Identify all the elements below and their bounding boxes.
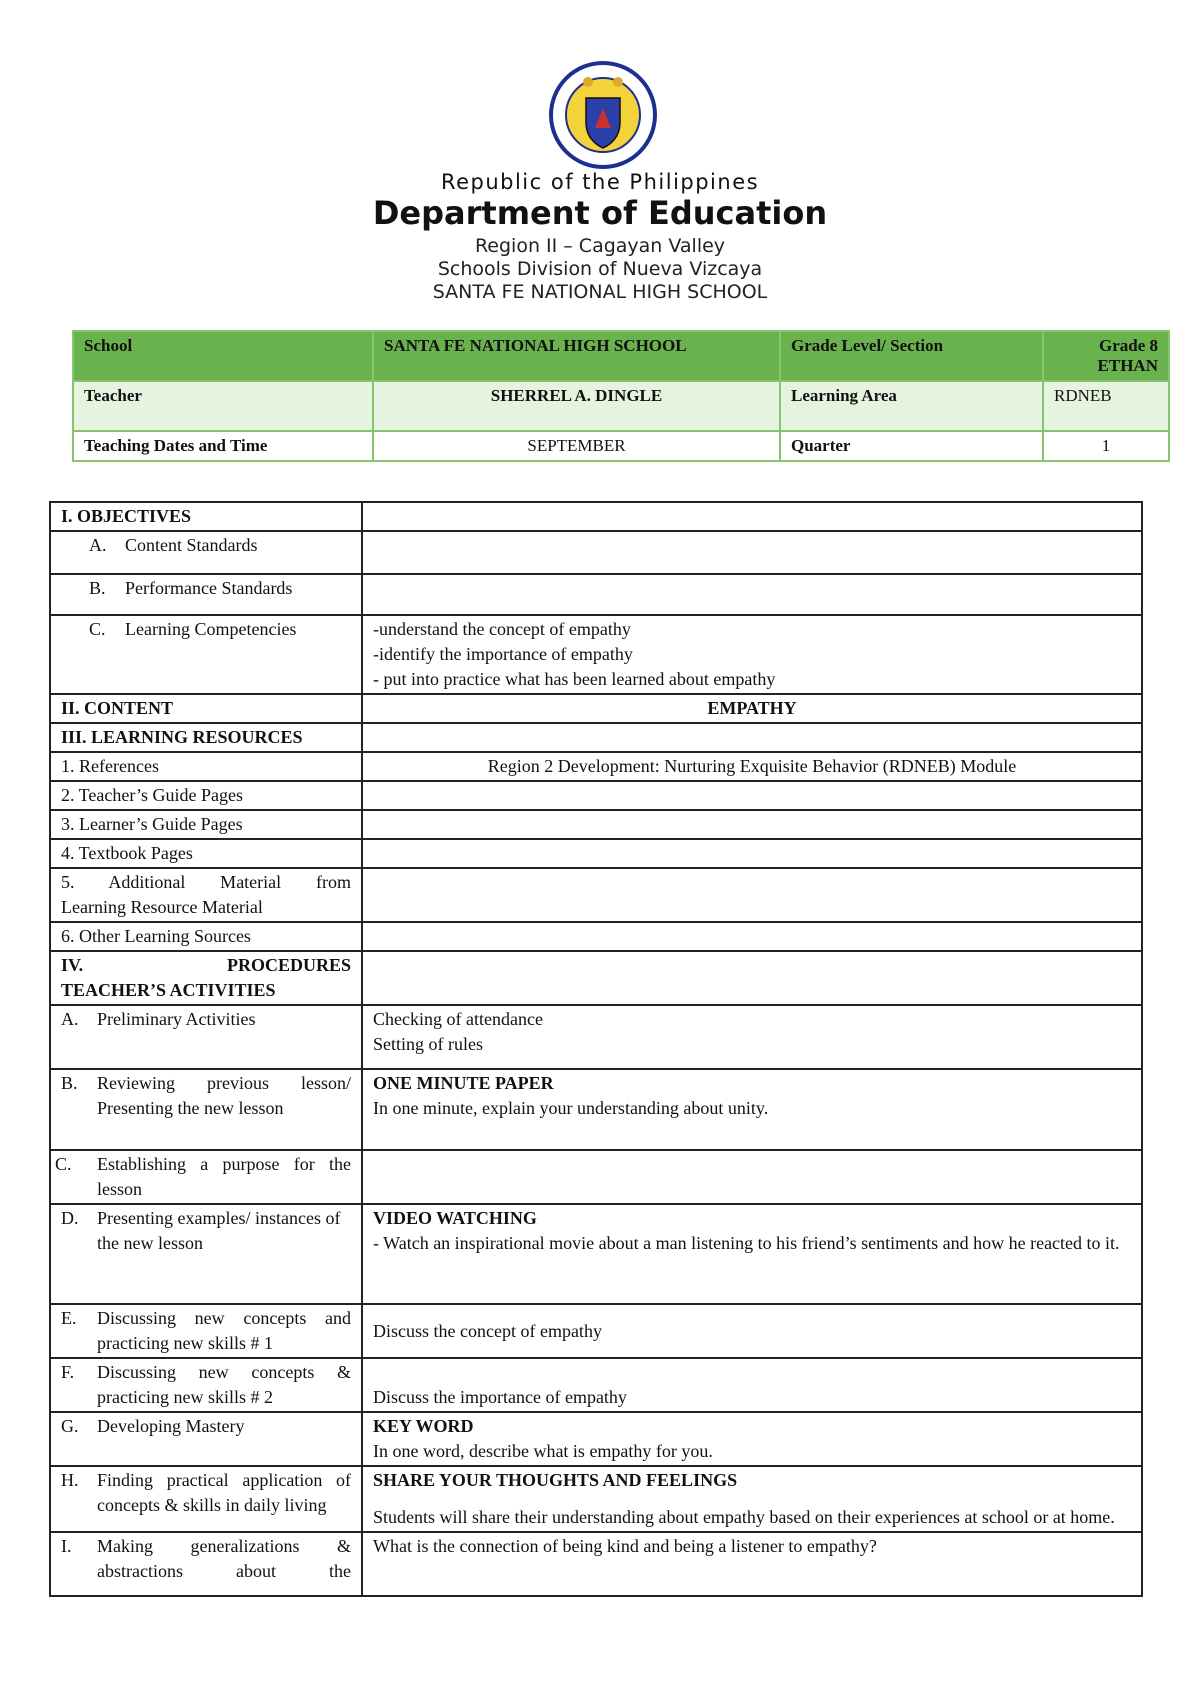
- mastery-activity: KEY WORD In one word, describe what is empathy for you.: [362, 1412, 1142, 1466]
- discussing-2-label: F. Discussing new concepts & practicing new skills # 2: [50, 1358, 362, 1412]
- generalization-label: I. Making generalizations & abstractions about the: [50, 1532, 362, 1596]
- competency-item: -understand the concept of empathy: [373, 619, 631, 639]
- application-activity: SHARE YOUR THOUGHTS AND FEELINGS Students will share their understanding about empathy based on their experiences at school or at home.: [362, 1466, 1142, 1532]
- school-value: SANTA FE NATIONAL HIGH SCHOOL: [373, 331, 780, 381]
- reviewing-activity: ONE MINUTE PAPER In one minute, explain your understanding about unity.: [362, 1069, 1142, 1150]
- learners-guide-label: 3. Learner’s Guide Pages: [50, 810, 362, 839]
- discussing-1-activity: Discuss the concept of empathy: [362, 1304, 1142, 1358]
- objectives-heading: I. OBJECTIVES: [50, 502, 362, 531]
- performance-standards-label: B. Performance Standards: [50, 574, 362, 615]
- lesson-plan-table: [49, 501, 1143, 1597]
- school-label: School: [73, 331, 373, 381]
- department-heading: Department of Education: [372, 194, 828, 232]
- preliminary-activities: Checking of attendance Setting of rules: [362, 1005, 1142, 1069]
- school-line: SANTA FE NATIONAL HIGH SCHOOL: [432, 281, 768, 303]
- other-sources-label: 6. Other Learning Sources: [50, 922, 362, 951]
- purpose-label: C. Establishing a purpose for the lesson: [50, 1150, 362, 1204]
- discussing-1-label: E. Discussing new concepts and practicing new skills # 1: [50, 1304, 362, 1358]
- competencies-list: [362, 615, 1142, 694]
- area-value: RDNEB: [1043, 381, 1169, 431]
- dates-label: Teaching Dates and Time: [73, 431, 373, 461]
- examples-label: D. Presenting examples/ instances of the new lesson: [50, 1204, 362, 1304]
- region-line: Region II – Cagayan Valley: [474, 235, 726, 257]
- competency-item: - put into practice what has been learned about empathy: [373, 669, 776, 689]
- content-topic: EMPATHY: [362, 694, 1142, 723]
- resources-heading: III. LEARNING RESOURCES: [50, 723, 362, 752]
- teacher-label: Teacher: [73, 381, 373, 431]
- references-label: 1. References: [50, 752, 362, 781]
- teacher-value: SHERREL A. DINGLE: [373, 381, 780, 431]
- procedures-heading: IV. PROCEDURES TEACHER’S ACTIVITIES: [50, 951, 362, 1005]
- area-label: Learning Area: [780, 381, 1043, 431]
- republic-heading: Republic of the Philippines: [440, 170, 760, 194]
- examples-activity: VIDEO WATCHING - Watch an inspirational movie about a man listening to his friend’s sentiments and how he reacted to it.: [362, 1204, 1142, 1304]
- discussing-2-activity: Discuss the importance of empathy: [362, 1358, 1142, 1412]
- content-standards-label: A. Content Standards: [50, 531, 362, 574]
- competencies-label: C. Learning Competencies: [50, 615, 362, 694]
- application-label: H. Finding practical application of concepts & skills in daily living: [50, 1466, 362, 1532]
- division-line: Schools Division of Nueva Vizcaya: [437, 258, 763, 280]
- grade-value: [1043, 331, 1169, 381]
- section-name: ETHAN: [1097, 356, 1158, 375]
- teachers-guide-label: 2. Teacher’s Guide Pages: [50, 781, 362, 810]
- lesson-info-table: [72, 330, 1170, 462]
- competency-item: -identify the importance of empathy: [373, 644, 633, 664]
- dates-value: SEPTEMBER: [373, 431, 780, 461]
- reviewing-label: B. Reviewing previous lesson/ Presenting the new lesson: [50, 1069, 362, 1150]
- generalization-activity: What is the connection of being kind and being a listener to empathy?: [362, 1532, 1142, 1596]
- additional-material-label: 5. Additional Material from Learning Resource Material: [50, 868, 362, 922]
- mastery-label: G. Developing Mastery: [50, 1412, 362, 1466]
- deped-seal: [548, 60, 658, 170]
- textbook-pages-label: 4. Textbook Pages: [50, 839, 362, 868]
- grade-number: Grade 8: [1098, 336, 1158, 355]
- quarter-label: Quarter: [780, 431, 1043, 461]
- preliminary-label: A. Preliminary Activities: [50, 1005, 362, 1069]
- quarter-value: 1: [1043, 431, 1169, 461]
- grade-label: Grade Level/ Section: [780, 331, 1043, 381]
- references-value: Region 2 Development: Nurturing Exquisite Behavior (RDNEB) Module: [362, 752, 1142, 781]
- content-heading: II. CONTENT: [50, 694, 362, 723]
